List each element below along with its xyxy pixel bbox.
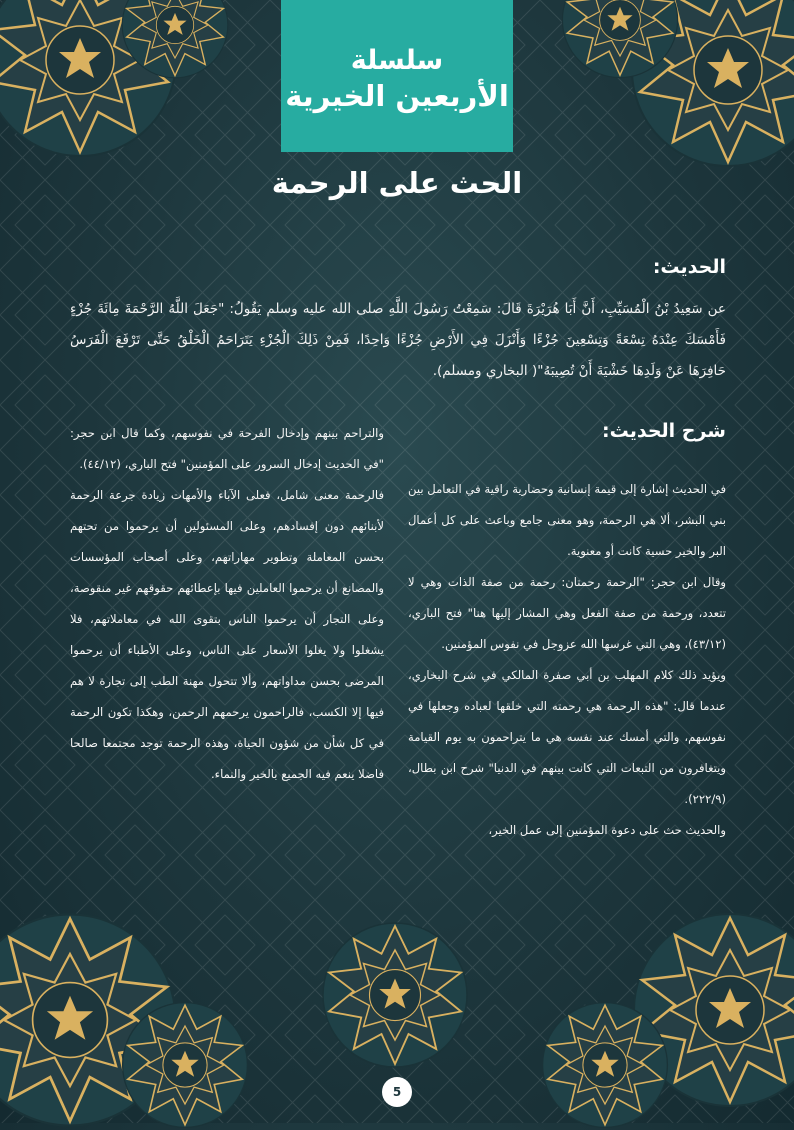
paragraph: فالرحمة معنى شامل، فعلى الآباء والأمهات زيادة جرعة الرحمة لأبنائهم دون إفسادهم، وعلى المسئولين أن يرحموا من تحتهم بحسن المعاملة وتطوير مهاراتهم، وعلى أصحاب المؤسسات والمصانع أن يرحموا العاملين فيها بإعطائهم حقوقهم غير منقوصة، وعلى التجار أن يرحموا الناس بتقوى الله في معاملاتهم، فلا يشغلوا ولا يغلوا الأسعار على الناس، وعلى الأطباء أن يرحموا المرضى بحسن مداواتهم، وألا تتحول مهنة الطب إلى تجارة لا هم فيها إلا الكسب، فالراحمون يرحمهم الرحمن، وهكذا تكون الرحمة في كل شأن من شؤون الحياة، وهذه الرحمة توجد مجتمعا صالحا فاضلا ينعم فيه الجميع بالخير والنماء. — [70, 488, 384, 781]
hadith-text: عن سَعِيدُ بْنُ الْمُسَيِّبِ، أَنَّ أَبَا هُرَيْرَةَ قَالَ: سَمِعْتُ رَسُولَ اللَّهِ صلى الله عليه وسلم يَقُولُ: "جَعَلَ اللَّهُ الرَّحْمَةَ مِائَةَ جُزْءٍ فَأَمْسَكَ عِنْدَهُ تِسْعَةً وَتِسْعِينَ جُزْءًا وَأَنْزَلَ فِي الأَرْضِ جُزْءًا وَاحِدًا، فَمِنْ ذَلِكَ الْجُزْءِ يَتَرَاحَمُ الْخَلْقُ حَتَّى تَرْفَعَ الْفَرَسُ حَافِرَهَا عَنْ وَلَدِهَا خَشْيَةَ أَنْ تُصِيبَهُ"( البخاري ومسلم). — [70, 301, 726, 379]
explanation-left-column — [70, 418, 384, 790]
paragraph: والحديث حث على دعوة المؤمنين إلى عمل الخير، — [488, 823, 726, 837]
explanation-right-column — [408, 474, 726, 846]
ornament-bottom-left-inner — [120, 1000, 250, 1130]
paragraph: ويؤيد ذلك كلام المهلب بن أبي صفرة المالكي في شرح البخاري، عندما قال: "هذه الرحمة هي رحمته التي خلقها لعباده وجعلها في نفوسهم، والتي أمسك عند نفسه هي ما يتراحمون به يوم القيامة ويتغافرون من التبعات التي كانت بينهم في الدنيا" شرح ابن بطال، (٢٢٢/٩). — [408, 668, 726, 806]
paragraph: والتراحم بينهم وإدخال الفرحة في نفوسهم، وكما قال ابن حجر: "في الحديث إدخال السرور على المؤمنين" فتح الباري، (٤٤/١٢). — [70, 426, 384, 471]
page-number: 5 — [382, 1077, 412, 1107]
explanation-heading: شرح الحديث: — [602, 420, 726, 442]
series-banner — [281, 0, 513, 152]
hadith-heading: الحديث: — [652, 256, 726, 278]
series-title-line2: الأربعين الخيرية — [285, 79, 509, 113]
ornament-top-right-small — [560, 0, 680, 80]
paragraph: وقال ابن حجر: "الرحمة رحمتان: رحمة من صفة الذات وهي لا تتعدد، ورحمة من صفة الفعل وهي المشار إليها هنا" فتح الباري، (٤٣/١٢)، وهي التي غرسها الله عزوجل في نفوس المؤمنين. — [408, 575, 726, 651]
paragraph: في الحديث إشارة إلى قيمة إنسانية وحضارية راقية في التعامل بين بني البشر، ألا هي الرحمة، وهو معنى جامع وباعث على كل أعمال البر والخير حسية كانت أو معنوية. — [408, 482, 726, 558]
ornament-top-left-small — [120, 0, 230, 80]
ornament-bottom-center — [320, 920, 470, 1070]
page-title: الحث على الرحمة — [271, 166, 523, 200]
series-title-line1: سلسلة — [350, 45, 444, 76]
ornament-bottom-right-inner — [540, 1000, 670, 1130]
